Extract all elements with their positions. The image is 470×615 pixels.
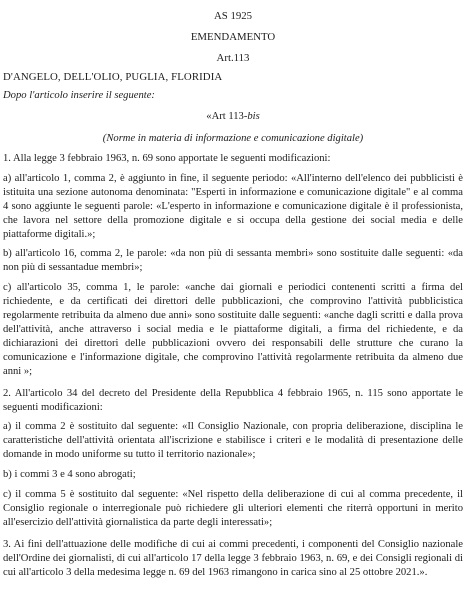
paragraph-1a: a) all'articolo 1, comma 2, è aggiunto in fine, il seguente periodo: «All'interno dell'elenco dei pubblicisti è istituita una sezione autonoma denominata: "Esperti in informazione e comunicazione digitale" e al comma 4 sono aggiunte le seguenti parole: «L'esperto in informazione e comunicazione digitale è il professionista, che lavora nel settore della promozione digitale e si occupa della gestione dei social media e delle piattaforme digitali.»; [3, 172, 463, 240]
paragraph-2: 2. All'articolo 34 del decreto del Presidente della Repubblica 4 febbraio 1965, n. 115 sono apportate le seguenti modificazioni: [3, 387, 463, 413]
header-type: EMENDAMENTO [190, 31, 276, 43]
header-code: AS 1925 [213, 10, 253, 22]
paragraph-2a: a) il comma 2 è sostituito dal seguente: «Il Consiglio Nazionale, con propria deliberazione, disciplina le caratteristiche dell'attività orientata all'iscrizione e stabilisce i criteri e le modalità di presentazione delle domande in modo uniforme su tutto il territorio nazionale»; [3, 421, 463, 461]
header-article: Art.113 [216, 52, 250, 64]
new-article-title [3, 109, 463, 124]
new-article-title-prefix: «Art 113- [206, 111, 248, 122]
paragraph-1c: c) all'articolo 35, comma 1, le parole: «anche dai giornali e periodici contenenti scritti a firma del richiedente, e da certificati dei direttori delle pubblicazioni, che comprovino l'attività pubblicistica regolarmente retribuita da almeno due anni» sono sostituite dalle seguenti: «anche dagli scritti e dalla prova dell'attività, anche attraverso i social media e le piattaforme digitali, a firma del richiedente, e da dichiarazioni dei direttori delle pubblicazioni ovvero dei responsabili delle strutture che curano la comunicazione e l'informazione digitale, che comprovino l'attività regolarmente retribuita da almeno due anni »; [3, 282, 463, 377]
new-article-title-suffix: bis [247, 111, 260, 122]
paragraph-1: 1. Alla legge 3 febbraio 1963, n. 69 sono apportate le seguenti modificazioni: [3, 153, 331, 164]
new-article-subtitle: (Norme in materia di informazione e comunicazione digitale) [102, 133, 364, 144]
paragraph-2c: c) il comma 5 è sostituito dal seguente: «Nel rispetto della deliberazione di cui al comma precedente, il Consiglio regionale o interregionale può richiedere gli ulteriori elementi che riterrà opportuni in merito all'esercizio dell'attività giornalistica da parte degli interessati»; [3, 489, 463, 528]
signers: D'ANGELO, DELL'OLIO, PUGLIA, FLORIDIA [3, 71, 223, 83]
intro-text: Dopo l'articolo inserire il seguente: [3, 90, 155, 101]
paragraph-3: 3. Ai fini dell'attuazione delle modifiche di cui ai commi precedenti, i componenti del Consiglio nazionale dell'Ordine dei giornalisti, di cui all'articolo 17 della legge 3 febbraio 1963, n. 69, e dei Consigli regionali di cui all'articolo 3 della medesima legge n. 69 del 1963 rimangono in carica sino al 25 ottobre 2021.». [3, 538, 463, 578]
paragraph-2b: b) i commi 3 e 4 sono abrogati; [3, 469, 136, 481]
document-page [3, 6, 463, 579]
paragraph-1b: b) all'articolo 16, comma 2, le parole: «da non più di sessanta membri» sono sostituite dalle seguenti: «da non più di sessantadue membri»; [3, 248, 463, 274]
